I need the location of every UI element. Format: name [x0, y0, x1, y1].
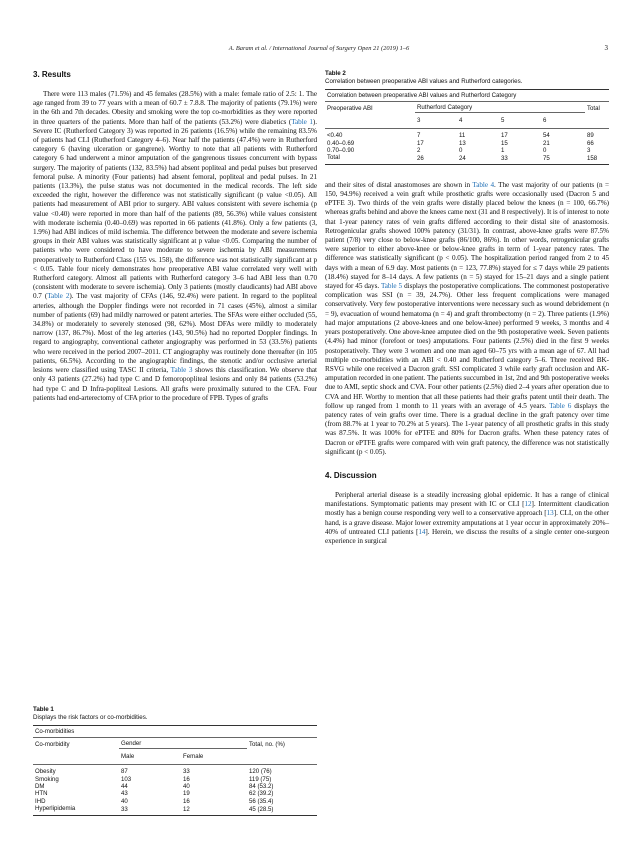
results-cont-text-2: . The vast majority of our patients (n = 150, 94.9%) received a vein graft while prosthetic grafts were occasionally used (Dacron 5 and ePTFE 3). Two thirds of the vein grafts were distally placed below the knees (n = 100, 66.7%) whereas grafts behind and above the knees came next (31 and 8 respectively). It is of interest to note that 1-year patency rates of vein grafts differed according to their distal site of anastomosis. Retrogenicular grafts showed 100% patency (31/31). In contrast, above-knee grafts were 87.5% patient (7/8) very close to below-knee grafts (86/100, 86%). In other words, retrogenicular grafts were superior to either above-knee or below-knee grafts in term of 1-year patency rates. The difference was statistically significant (p < 0.05). The hospitalization period ranged from 2 to 45 days with a mean of 6.9 day. Most patients (n = 123, 77.8%) stayed for ≤ 7 days while 29 patients (18.4%) stayed for 8–14 days. A few patients (n = 5) stayed for 15–21 days and a single patient stayed for 45 days. [325, 180, 609, 291]
cell-female: 16 [183, 775, 190, 783]
cell-c3: 2 [417, 147, 421, 155]
ref-13-link[interactable]: 13 [546, 509, 554, 518]
cell-total: 3 [587, 147, 591, 155]
cell-c3: 7 [417, 132, 421, 140]
table-row [33, 790, 317, 797]
discussion-text-3: ]. CLI, on the other hand, is a grave disease. Major lower extremity amputations at 1 year occur in approximately 20%–40% of untreated CLI patients [ [325, 509, 609, 536]
results-continued-paragraph [325, 181, 609, 457]
cell-c6: 0 [543, 147, 547, 155]
table-1-grid [33, 725, 317, 816]
table-2-col-rutherford: Rutherford Category [415, 102, 585, 112]
table-2-caption-text: Correlation between preoperative ABI values and Rutherford categories. [325, 78, 523, 85]
table-2-col-abi: Preoperative ABI [327, 104, 373, 112]
cell-c4: 13 [459, 139, 466, 147]
page-number: 3 [604, 44, 608, 52]
cell-total: 89 [587, 132, 594, 140]
cell-total: 84 (53.2) [249, 783, 274, 791]
cell-c3: 26 [417, 155, 424, 163]
cell-male: 33 [121, 806, 128, 814]
table-1-caption-text: Displays the risk factors or co-morbidities. [33, 714, 148, 721]
table-2 [325, 70, 609, 165]
right-column [325, 70, 609, 546]
ref-14-link[interactable]: 14 [418, 527, 426, 536]
results-text-4: shows this classification. We observe that only 43 patients (27.2%) had type C and D femoropopliteal lesions and only 84 patients (53.2%) had type C and D Infra-popliteal Lesions. All grafts were proximally sutured to the CFA. Four patients had end-arterectomy of CFA prior to the procedure of FPB. Types of grafts [33, 366, 317, 402]
discussion-paragraph [325, 491, 609, 546]
table-row [325, 147, 609, 154]
cell-total: 120 (76) [249, 768, 272, 776]
cell-c6: 75 [543, 155, 550, 163]
running-head-text: A. Baram et al. / International Journal of Surgery Open 21 (2019) 1–6 [228, 45, 410, 52]
table-3-link[interactable]: Table 3 [170, 366, 193, 375]
section-title-discussion: 4. Discussion [325, 470, 377, 480]
results-text-3: ). The vast majority of CFAs (146, 92.4%) were patient. In regard to the popliteal arteries, although the Doppler findings were not recorded in 71 cases (45%), almost a similar number of patients (69) had mildly narrowed or patent arteries. The SFAs were either occluded (55, 34.8%) or moderately to severely stenosed (98, 62%). Most DFAs were mildly to moderately narrow (137, 86.7%). Most of the leg arteries (143, 90.5%) had no reported Doppler findings. In regard to angiography, conventional catheter angiography was performed in 53 (33.5%) patients who were received in the period 2007–2011. CT angiography was routinely done thereafter (in 105 patients, 66.5%). According to the angiographic findings, the stenotic and/or occlusive arterial lesions were classified using TASC II criteria, [33, 292, 317, 375]
cell-c5: 33 [501, 155, 508, 163]
cell-female: 19 [183, 790, 190, 798]
table-1-col-comorbidity: Co-morbidity [35, 740, 70, 748]
cell-abi: 0.70–0.90 [327, 147, 355, 155]
cell-total: 45 (28.5) [249, 806, 274, 814]
table-2-group-header: Correlation between preoperative ABI values and Rutherford Category [327, 92, 517, 99]
table-1-group-header: Co-morbidities [35, 728, 75, 735]
table-row [33, 783, 317, 790]
table-row [325, 154, 609, 164]
table-row [325, 140, 609, 147]
cell-female: 12 [183, 806, 190, 814]
cell-c6: 54 [543, 132, 550, 140]
cell-female: 40 [183, 783, 190, 791]
cell-name: HTN [35, 790, 48, 798]
cell-c5: 17 [501, 132, 508, 140]
cell-total: 62 (39.2) [249, 790, 274, 798]
table-row [33, 768, 317, 775]
cell-c3: 17 [417, 139, 424, 147]
results-text-2: ). Severe IC (Rutherford Category 3) was reported in 26 patients (16.5%) while the remaining 83.5% of patients had CLI (Rutherford Category 4–6). Near half the patients (47.4%) were in Rutherford category 6 (having ulceration or gangrene). Worthy to note that all patients with Rutherford category 6 had underwent a minor amputation of the gangrenous tissues concurrent with bypass surgery. The majority of patients (132, 83.5%) had absent popliteal and pedal pulses but preserved femoral pulse. A minority (Four patients) had absent femoral, popliteal and pedal pulses. In 21 patients (13.3%), the pulse status was not documented in the medical records. The left side exceeded the right, however the difference was not statistically significant (p value <0.05). All patients had measurement of ABI prior to surgery. ABI values consistent with severe ischemia (p value <0.40) were reported in more than half of the patients (89, 56.3%) while values consistent with moderate ischemia (0.40–0.69) was reported in 66 patients (41.8%). Only a few patients (3, 1.9%) had ABI indices of mild ischemia. The difference between the moderate and severe ischemia groups in their ABI values was statistically significant at p value <0.05. Comparing the number of patients who were considered to have moderate to severe ischemia by ABI measurements preoperatively to Rutherford Class (155 vs. 158), the difference was not statistically significant at p < 0.05. Table four nicely demonstrates how preoperative ABI value correlated very well with Rutherford category. Almost all patients with Rutherford category 3–6 had ABI less than 0.70 (consistent with moderate to severe ischemia). Only 3 patients (mostly claudicants) had ABI above 0.7 ( [33, 117, 317, 301]
cell-name: Smoking [35, 775, 59, 783]
table-2-cat-5: 5 [501, 116, 505, 124]
table-1-label: Table 1 [33, 706, 54, 713]
table-4-link[interactable]: Table 4 [472, 180, 495, 189]
table-row [325, 132, 609, 139]
table-1-col-total: Total, no. (%) [249, 740, 285, 748]
cell-male: 44 [121, 783, 128, 791]
discussion-text-2: ]. Intermittent claudication mostly has a benign course responding very well to a conservative approach [ [325, 500, 609, 518]
results-text-1: There were 113 males (71.5%) and 45 females (28.5%) with a male: female ratio of 2.5: 1. The age ranged from 39 to 77 years with a mean of 60.7 ± 7.8.8. The majority of patients (79.1%) were in the 6th and 7th decades. Obesity and smoking were the top co-morbidities as they were reported in three quarters of the patients. More than half of the patients (53.2%) were diabetics ( [33, 90, 317, 126]
section-title-results: 3. Results [33, 70, 71, 79]
left-column [33, 70, 317, 814]
cell-c6: 21 [543, 139, 550, 147]
results-cont-text-3: displays the postoperative complications. The commonest postoperative complication was SSI (n = 39, 24.7%). Other less frequent complications were managed conservatively. Very few postoperative interventions were necessary such as wound debridement (n = 9), evacuation of wound hematoma (n = 4) and graft thrombectomy (n = 2). Three patients (1.9%) had major amputations (2 above-knees and one below-knee) performed 9 weeks, 3 months and 4 years postoperatively. One above-knee amputee died on the 9th postoperative week. Seven patients (4.4%) had minor (forefoot or toes) amputations. Four patients (2.5%) died in the first 9 weeks postoperatively. They were 3 women and one man aged 60–75 yrs with a mean age of 67. All had multiple co-morbidities with an ABI < 0.40 and Rutherford category 5–6. Three received BK-RSVG while one received a Dacron graft. SSI complicated 3 while early graft occlusion and AK-amputation recorded in one patient. The patients succumbed in 1st, 2nd and 9th postoperative weeks due to AMI, septic shock and CVA. Four other patients (2.5%) died 2–4 years after operation due to CVA and HF. Worthy to mention that all these patients had their grafts patent until their death. The follow up ranged from 1 month to 11 years with an average of 4.5 years. [325, 282, 609, 410]
table-1-col-gender: Gender [119, 738, 247, 748]
cell-name: DM [35, 783, 45, 791]
cell-c5: 15 [501, 139, 508, 147]
cell-c4: 0 [459, 147, 463, 155]
cell-abi: <0.40 [327, 132, 343, 140]
ref-12-link[interactable]: 12 [524, 500, 532, 509]
results-paragraph [33, 90, 317, 403]
results-cont-text-1: and their sites of distal anastomoses are shown in [325, 180, 473, 189]
cell-abi: 0.40–0.69 [327, 139, 355, 147]
cell-total: 66 [587, 139, 594, 147]
table-row [33, 776, 317, 783]
table-2-cat-4: 4 [459, 116, 463, 124]
table-2-cat-3: 3 [417, 116, 421, 124]
cell-c4: 24 [459, 155, 466, 163]
table-row [33, 805, 317, 815]
table-1 [33, 706, 317, 816]
table-2-grid [325, 89, 609, 165]
table-1-col-female: Female [183, 752, 204, 760]
table-2-caption [325, 70, 609, 86]
cell-name: IHD [35, 797, 46, 805]
cell-male: 40 [121, 797, 128, 805]
cell-total: 119 (75) [249, 775, 272, 783]
table-1-caption [33, 706, 317, 722]
table-2-label: Table 2 [325, 70, 346, 77]
table-row [33, 798, 317, 805]
table-5-link[interactable]: Table 5 [380, 282, 403, 291]
cell-name: Hyperlipidemia [35, 805, 76, 813]
cell-total: 56 (35.4) [249, 797, 274, 805]
cell-female: 33 [183, 768, 190, 776]
cell-c5: 1 [501, 147, 505, 155]
discussion-text-1: Peripheral arterial disease is a steadily increasing global epidemic. It has a range of clinical manifestations. Symptomatic patients may present with IC or CLI [ [325, 490, 609, 509]
cell-name: Obesity [35, 768, 56, 776]
table-6-link[interactable]: Table 6 [549, 401, 572, 410]
results-cont-text-4: displays the patency rates of vein grafts over time. There is a gradual decline in the graft patency over time (from 88.7% at 1 year to 70.2% at 5 years). The 1-year patency of all prosthetic grafts in this study was 87.5%. It was 100% for ePTFE and 80% for Dacron grafts. When these patency rates of Dacron or ePTFE grafts were compared with vein graft patency, the difference was not statistically significant (p < 0.05). [325, 401, 609, 456]
table-1-col-male: Male [121, 752, 135, 760]
table-2-col-total: Total [587, 104, 600, 112]
running-head [36, 45, 602, 52]
cell-abi: Total [327, 154, 340, 162]
table-2-link[interactable]: Table 2 [47, 292, 70, 301]
discussion-text-4: ]. Herein, we discuss the results of a single center one-surgeon experience in surgical [325, 527, 609, 545]
cell-male: 43 [121, 790, 128, 798]
cell-total: 158 [587, 155, 598, 163]
cell-female: 16 [183, 797, 190, 805]
cell-male: 103 [121, 775, 132, 783]
table-2-cat-6: 6 [543, 116, 547, 124]
table-1-link[interactable]: Table 1 [291, 117, 313, 126]
cell-male: 87 [121, 768, 128, 776]
cell-c4: 11 [459, 132, 466, 140]
